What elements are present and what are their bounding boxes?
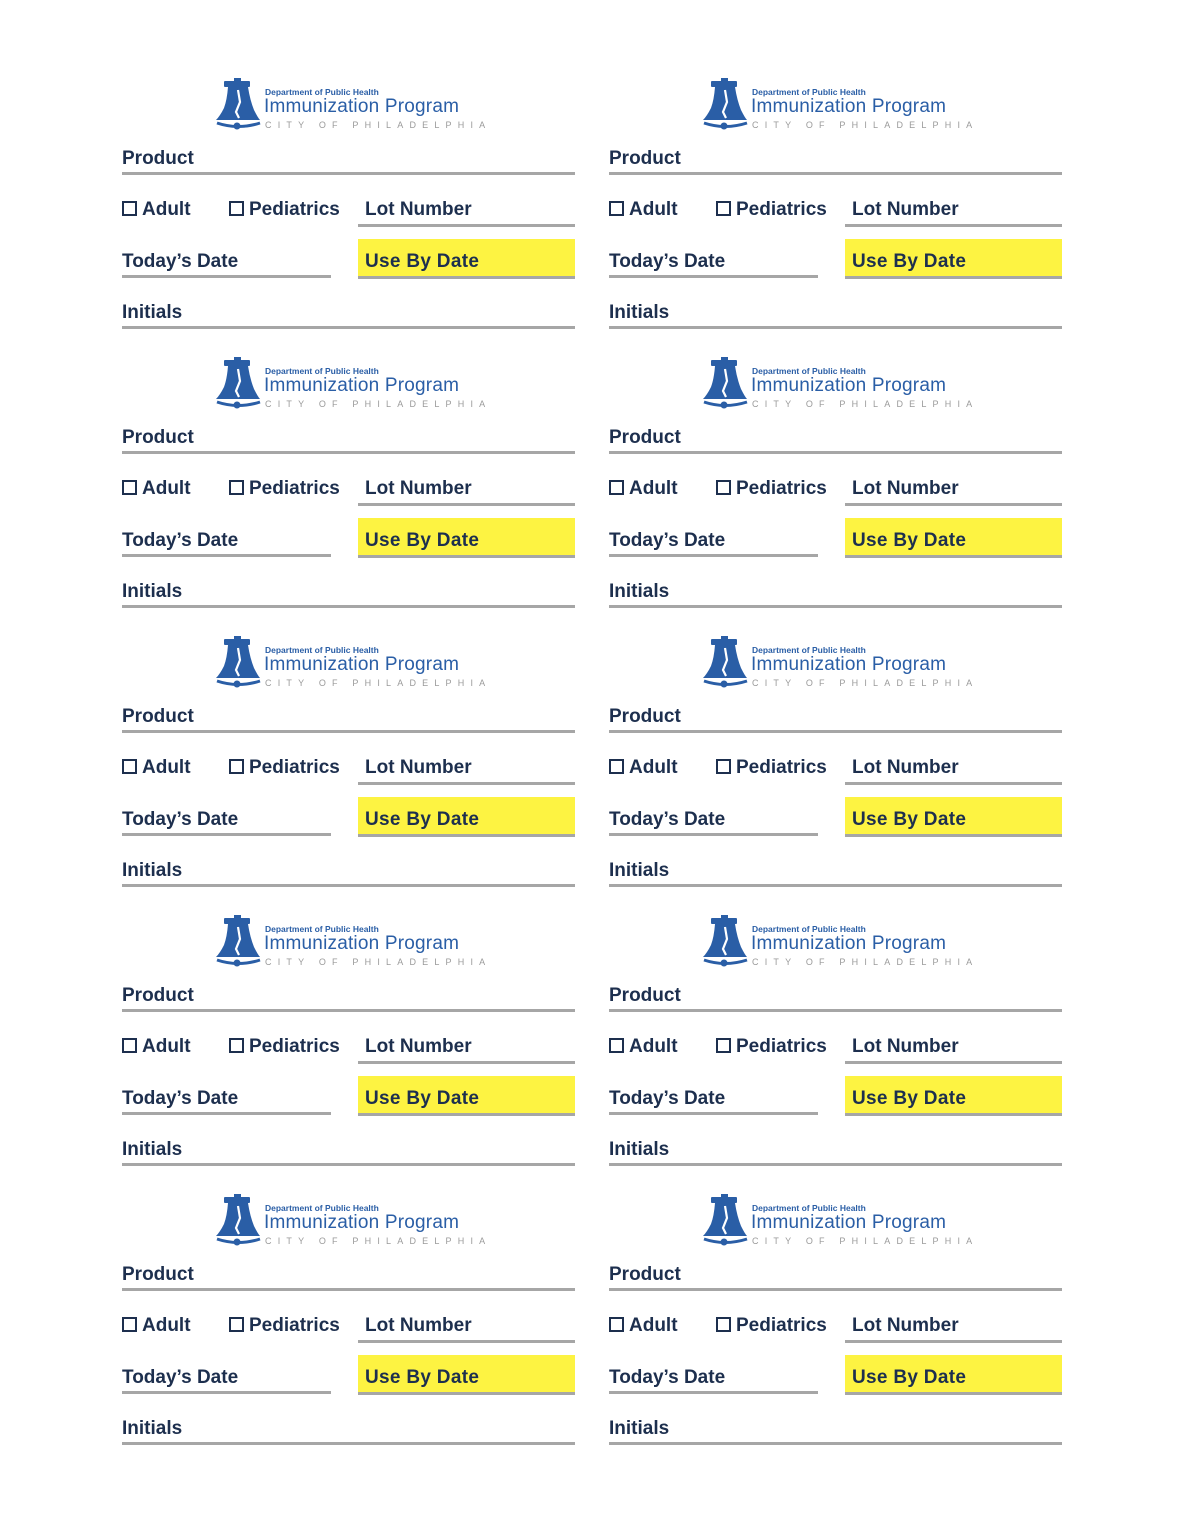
pediatrics-checkbox[interactable] bbox=[229, 1317, 244, 1332]
liberty-bell-icon bbox=[214, 636, 262, 692]
lot-number-field-line[interactable] bbox=[358, 224, 575, 227]
initials-field-line[interactable] bbox=[122, 1163, 575, 1166]
vaccine-label-card bbox=[609, 357, 1062, 636]
product-field-line[interactable] bbox=[122, 451, 575, 454]
liberty-bell-icon bbox=[701, 78, 749, 134]
initials-label: Initials bbox=[609, 1139, 670, 1160]
product-field-line[interactable] bbox=[122, 172, 575, 175]
lot-number-field-line[interactable] bbox=[845, 1061, 1062, 1064]
adult-label: Adult bbox=[142, 1036, 191, 1057]
product-field-line[interactable] bbox=[609, 1288, 1062, 1291]
use-by-date-label: Use By Date bbox=[852, 1367, 967, 1388]
initials-label: Initials bbox=[122, 860, 183, 881]
use-by-date-label: Use By Date bbox=[365, 530, 480, 551]
initials-label: Initials bbox=[122, 581, 183, 602]
product-label: Product bbox=[122, 148, 194, 169]
adult-label: Adult bbox=[629, 1036, 678, 1057]
pediatrics-checkbox[interactable] bbox=[229, 1038, 244, 1053]
product-label: Product bbox=[609, 985, 681, 1006]
vaccine-label-card bbox=[122, 636, 575, 915]
program-name: Immunization Program bbox=[751, 96, 947, 117]
product-field-line[interactable] bbox=[122, 1288, 575, 1291]
lot-number-label: Lot Number bbox=[365, 1036, 472, 1057]
city-name: CITY OF PHILADELPHIA bbox=[752, 399, 979, 409]
todays-date-field-line[interactable] bbox=[122, 554, 331, 557]
pediatrics-label: Pediatrics bbox=[736, 757, 827, 778]
department-name: Department of Public Health bbox=[265, 87, 379, 97]
program-name: Immunization Program bbox=[264, 96, 460, 117]
adult-checkbox[interactable] bbox=[609, 480, 624, 495]
program-logo bbox=[701, 78, 1001, 138]
use-by-date-field-line[interactable] bbox=[358, 1392, 575, 1395]
adult-checkbox[interactable] bbox=[122, 759, 137, 774]
program-logo bbox=[701, 636, 1001, 696]
todays-date-field-line[interactable] bbox=[609, 275, 818, 278]
initials-field-line[interactable] bbox=[122, 884, 575, 887]
pediatrics-checkbox[interactable] bbox=[229, 201, 244, 216]
todays-date-label: Today’s Date bbox=[609, 1367, 726, 1388]
liberty-bell-icon bbox=[701, 915, 749, 971]
pediatrics-checkbox[interactable] bbox=[716, 1038, 731, 1053]
todays-date-field-line[interactable] bbox=[122, 833, 331, 836]
initials-label: Initials bbox=[122, 302, 183, 323]
city-name: CITY OF PHILADELPHIA bbox=[265, 399, 492, 409]
city-name: CITY OF PHILADELPHIA bbox=[265, 120, 492, 130]
product-field-line[interactable] bbox=[609, 451, 1062, 454]
adult-checkbox[interactable] bbox=[122, 480, 137, 495]
product-label: Product bbox=[609, 148, 681, 169]
initials-label: Initials bbox=[609, 860, 670, 881]
todays-date-label: Today’s Date bbox=[609, 809, 726, 830]
adult-checkbox[interactable] bbox=[122, 1038, 137, 1053]
todays-date-label: Today’s Date bbox=[609, 251, 726, 272]
department-name: Department of Public Health bbox=[265, 645, 379, 655]
use-by-date-field-line[interactable] bbox=[845, 1392, 1062, 1395]
department-name: Department of Public Health bbox=[265, 366, 379, 376]
program-logo bbox=[214, 636, 514, 696]
lot-number-field-line[interactable] bbox=[845, 224, 1062, 227]
lot-number-label: Lot Number bbox=[852, 478, 959, 499]
product-label: Product bbox=[122, 427, 194, 448]
initials-field-line[interactable] bbox=[609, 605, 1062, 608]
use-by-date-field-line[interactable] bbox=[845, 834, 1062, 837]
pediatrics-label: Pediatrics bbox=[249, 1315, 340, 1336]
use-by-date-field-line[interactable] bbox=[358, 555, 575, 558]
vaccine-label-card bbox=[122, 1194, 575, 1473]
todays-date-field-line[interactable] bbox=[122, 275, 331, 278]
program-logo bbox=[214, 78, 514, 138]
lot-number-field-line[interactable] bbox=[845, 503, 1062, 506]
program-name: Immunization Program bbox=[264, 375, 460, 396]
vaccine-label-card bbox=[122, 78, 575, 357]
product-label: Product bbox=[122, 706, 194, 727]
city-name: CITY OF PHILADELPHIA bbox=[752, 678, 979, 688]
pediatrics-label: Pediatrics bbox=[736, 1036, 827, 1057]
adult-label: Adult bbox=[629, 757, 678, 778]
pediatrics-checkbox[interactable] bbox=[716, 480, 731, 495]
adult-label: Adult bbox=[142, 757, 191, 778]
program-logo bbox=[701, 915, 1001, 975]
product-field-line[interactable] bbox=[609, 172, 1062, 175]
initials-field-line[interactable] bbox=[609, 884, 1062, 887]
lot-number-label: Lot Number bbox=[365, 1315, 472, 1336]
pediatrics-label: Pediatrics bbox=[249, 1036, 340, 1057]
adult-checkbox[interactable] bbox=[609, 1317, 624, 1332]
initials-field-line[interactable] bbox=[122, 326, 575, 329]
lot-number-label: Lot Number bbox=[365, 199, 472, 220]
use-by-date-field-line[interactable] bbox=[845, 276, 1062, 279]
use-by-date-label: Use By Date bbox=[365, 1367, 480, 1388]
liberty-bell-icon bbox=[701, 1194, 749, 1250]
department-name: Department of Public Health bbox=[752, 645, 866, 655]
todays-date-field-line[interactable] bbox=[122, 1391, 331, 1394]
vaccine-label-card bbox=[122, 357, 575, 636]
program-logo bbox=[214, 1194, 514, 1254]
vaccine-label-card bbox=[122, 915, 575, 1194]
pediatrics-label: Pediatrics bbox=[736, 1315, 827, 1336]
vaccine-label-card bbox=[609, 915, 1062, 1194]
initials-label: Initials bbox=[609, 302, 670, 323]
pediatrics-label: Pediatrics bbox=[249, 757, 340, 778]
todays-date-label: Today’s Date bbox=[609, 530, 726, 551]
todays-date-field-line[interactable] bbox=[609, 1112, 818, 1115]
product-label: Product bbox=[122, 985, 194, 1006]
program-logo bbox=[214, 915, 514, 975]
pediatrics-checkbox[interactable] bbox=[716, 1317, 731, 1332]
liberty-bell-icon bbox=[214, 915, 262, 971]
program-logo bbox=[701, 357, 1001, 417]
adult-checkbox[interactable] bbox=[122, 1317, 137, 1332]
city-name: CITY OF PHILADELPHIA bbox=[752, 957, 979, 967]
todays-date-label: Today’s Date bbox=[122, 1088, 239, 1109]
adult-checkbox[interactable] bbox=[609, 759, 624, 774]
todays-date-label: Today’s Date bbox=[122, 251, 239, 272]
product-label: Product bbox=[609, 706, 681, 727]
program-name: Immunization Program bbox=[751, 1212, 947, 1233]
department-name: Department of Public Health bbox=[265, 1203, 379, 1213]
initials-field-line[interactable] bbox=[609, 1163, 1062, 1166]
lot-number-label: Lot Number bbox=[852, 757, 959, 778]
liberty-bell-icon bbox=[214, 357, 262, 413]
product-label: Product bbox=[609, 427, 681, 448]
city-name: CITY OF PHILADELPHIA bbox=[752, 1236, 979, 1246]
city-name: CITY OF PHILADELPHIA bbox=[752, 120, 979, 130]
department-name: Department of Public Health bbox=[752, 87, 866, 97]
lot-number-label: Lot Number bbox=[852, 1315, 959, 1336]
department-name: Department of Public Health bbox=[265, 924, 379, 934]
liberty-bell-icon bbox=[701, 636, 749, 692]
program-name: Immunization Program bbox=[264, 1212, 460, 1233]
pediatrics-checkbox[interactable] bbox=[229, 480, 244, 495]
department-name: Department of Public Health bbox=[752, 366, 866, 376]
adult-checkbox[interactable] bbox=[609, 1038, 624, 1053]
product-field-line[interactable] bbox=[122, 1009, 575, 1012]
vaccine-label-card bbox=[609, 78, 1062, 357]
adult-checkbox[interactable] bbox=[609, 201, 624, 216]
city-name: CITY OF PHILADELPHIA bbox=[265, 957, 492, 967]
lot-number-field-line[interactable] bbox=[845, 1340, 1062, 1343]
use-by-date-label: Use By Date bbox=[852, 251, 967, 272]
initials-field-line[interactable] bbox=[122, 605, 575, 608]
adult-label: Adult bbox=[142, 478, 191, 499]
product-field-line[interactable] bbox=[122, 730, 575, 733]
todays-date-field-line[interactable] bbox=[609, 1391, 818, 1394]
pediatrics-label: Pediatrics bbox=[736, 478, 827, 499]
use-by-date-field-line[interactable] bbox=[358, 834, 575, 837]
initials-field-line[interactable] bbox=[122, 1442, 575, 1445]
product-field-line[interactable] bbox=[609, 1009, 1062, 1012]
initials-label: Initials bbox=[122, 1418, 183, 1439]
product-label: Product bbox=[609, 1264, 681, 1285]
use-by-date-label: Use By Date bbox=[365, 809, 480, 830]
adult-label: Adult bbox=[142, 199, 191, 220]
product-label: Product bbox=[122, 1264, 194, 1285]
lot-number-field-line[interactable] bbox=[358, 782, 575, 785]
use-by-date-label: Use By Date bbox=[852, 530, 967, 551]
adult-checkbox[interactable] bbox=[122, 201, 137, 216]
todays-date-label: Today’s Date bbox=[609, 1088, 726, 1109]
use-by-date-label: Use By Date bbox=[365, 1088, 480, 1109]
use-by-date-label: Use By Date bbox=[852, 809, 967, 830]
city-name: CITY OF PHILADELPHIA bbox=[265, 1236, 492, 1246]
todays-date-label: Today’s Date bbox=[122, 530, 239, 551]
pediatrics-checkbox[interactable] bbox=[716, 201, 731, 216]
use-by-date-label: Use By Date bbox=[852, 1088, 967, 1109]
lot-number-label: Lot Number bbox=[852, 1036, 959, 1057]
product-field-line[interactable] bbox=[609, 730, 1062, 733]
use-by-date-field-line[interactable] bbox=[358, 276, 575, 279]
program-name: Immunization Program bbox=[751, 654, 947, 675]
todays-date-field-line[interactable] bbox=[609, 554, 818, 557]
lot-number-label: Lot Number bbox=[852, 199, 959, 220]
pediatrics-label: Pediatrics bbox=[249, 199, 340, 220]
use-by-date-field-line[interactable] bbox=[845, 555, 1062, 558]
use-by-date-field-line[interactable] bbox=[358, 1113, 575, 1116]
todays-date-label: Today’s Date bbox=[122, 809, 239, 830]
initials-label: Initials bbox=[609, 1418, 670, 1439]
initials-label: Initials bbox=[609, 581, 670, 602]
department-name: Department of Public Health bbox=[752, 1203, 866, 1213]
liberty-bell-icon bbox=[701, 357, 749, 413]
program-name: Immunization Program bbox=[751, 375, 947, 396]
program-logo bbox=[214, 357, 514, 417]
adult-label: Adult bbox=[629, 1315, 678, 1336]
program-name: Immunization Program bbox=[264, 933, 460, 954]
adult-label: Adult bbox=[142, 1315, 191, 1336]
city-name: CITY OF PHILADELPHIA bbox=[265, 678, 492, 688]
initials-label: Initials bbox=[122, 1139, 183, 1160]
program-name: Immunization Program bbox=[751, 933, 947, 954]
todays-date-field-line[interactable] bbox=[122, 1112, 331, 1115]
lot-number-label: Lot Number bbox=[365, 757, 472, 778]
todays-date-field-line[interactable] bbox=[609, 833, 818, 836]
lot-number-field-line[interactable] bbox=[358, 1061, 575, 1064]
adult-label: Adult bbox=[629, 199, 678, 220]
vaccine-label-card bbox=[609, 636, 1062, 915]
adult-label: Adult bbox=[629, 478, 678, 499]
program-logo bbox=[701, 1194, 1001, 1254]
initials-field-line[interactable] bbox=[609, 326, 1062, 329]
program-name: Immunization Program bbox=[264, 654, 460, 675]
vaccine-label-card bbox=[609, 1194, 1062, 1473]
initials-field-line[interactable] bbox=[609, 1442, 1062, 1445]
lot-number-field-line[interactable] bbox=[358, 503, 575, 506]
todays-date-label: Today’s Date bbox=[122, 1367, 239, 1388]
liberty-bell-icon bbox=[214, 78, 262, 134]
department-name: Department of Public Health bbox=[752, 924, 866, 934]
pediatrics-checkbox[interactable] bbox=[229, 759, 244, 774]
liberty-bell-icon bbox=[214, 1194, 262, 1250]
pediatrics-checkbox[interactable] bbox=[716, 759, 731, 774]
use-by-date-field-line[interactable] bbox=[845, 1113, 1062, 1116]
lot-number-label: Lot Number bbox=[365, 478, 472, 499]
lot-number-field-line[interactable] bbox=[358, 1340, 575, 1343]
use-by-date-label: Use By Date bbox=[365, 251, 480, 272]
pediatrics-label: Pediatrics bbox=[249, 478, 340, 499]
pediatrics-label: Pediatrics bbox=[736, 199, 827, 220]
lot-number-field-line[interactable] bbox=[845, 782, 1062, 785]
